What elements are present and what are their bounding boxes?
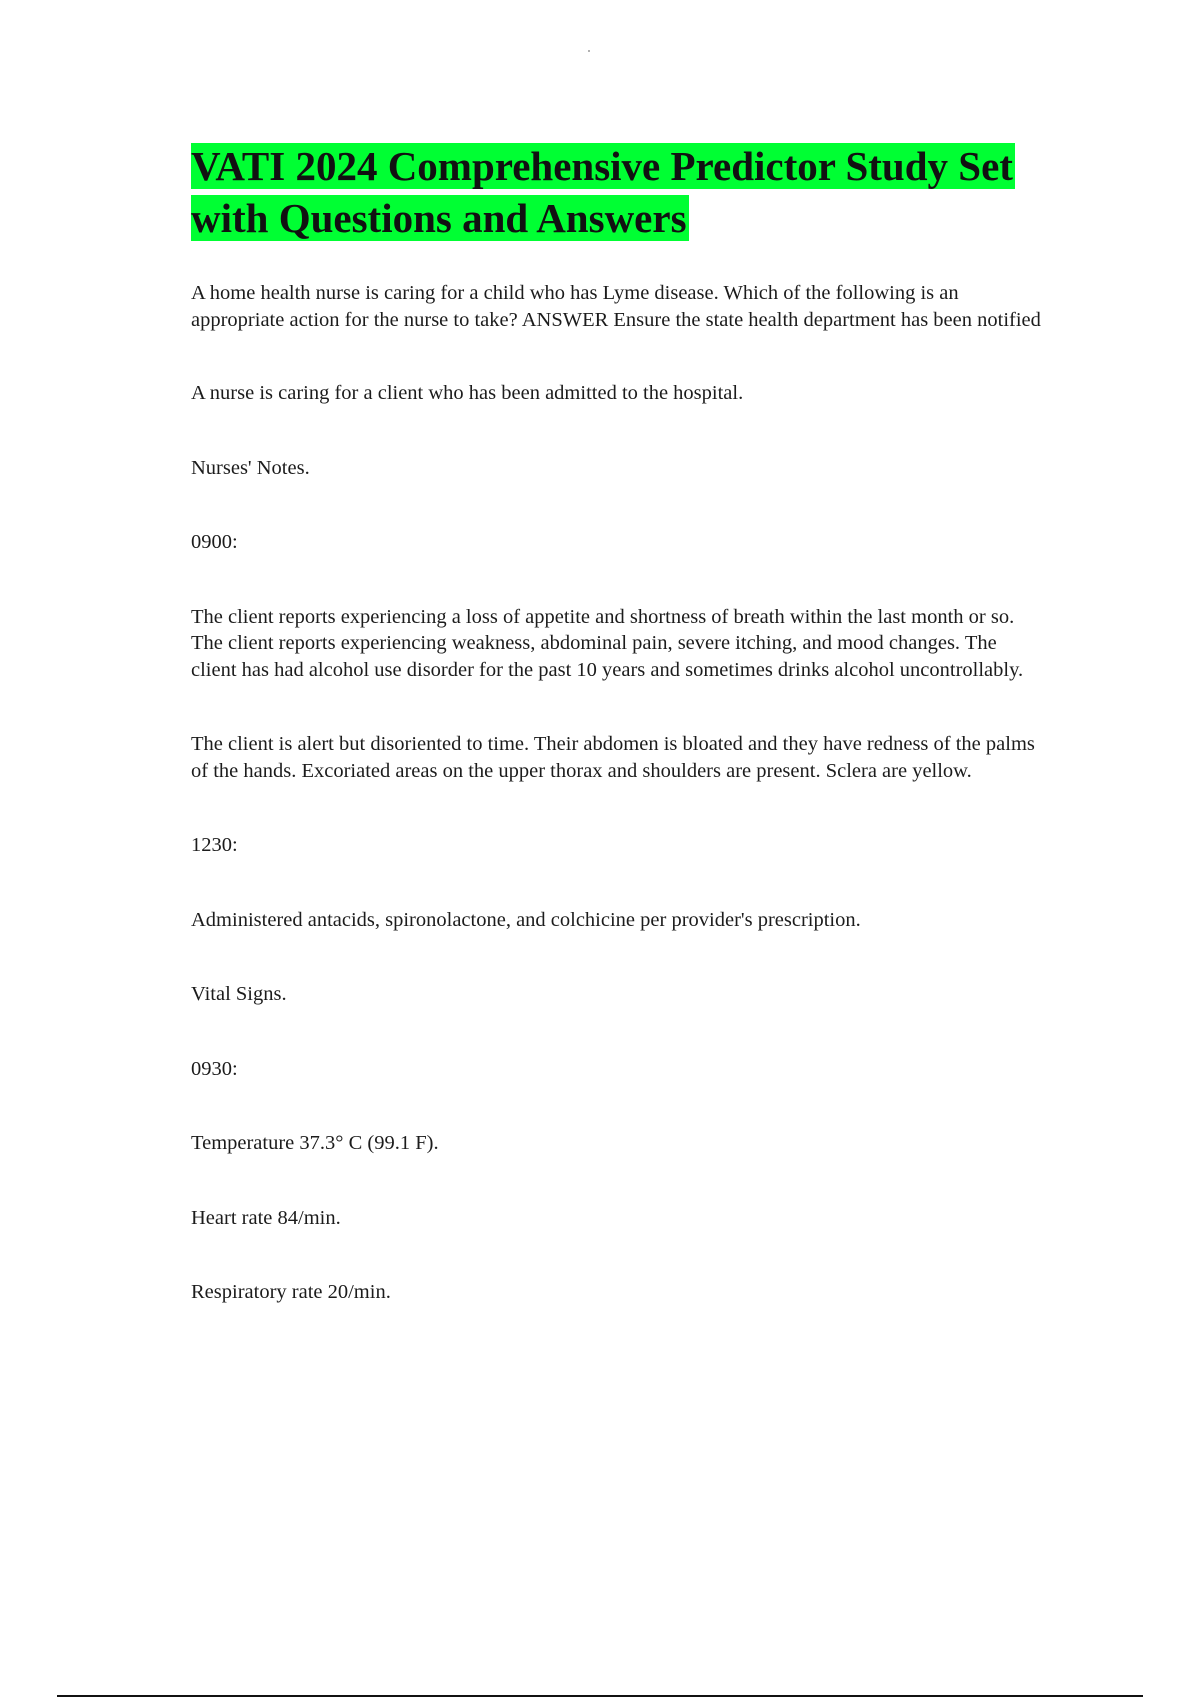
paragraph-question: A home health nurse is caring for a child who has Lyme disease. Which of the following is an appropriate action for the nurse to take? ANSWER Ensure the state health department has been notified [191, 282, 1041, 331]
title-highlight: VATI 2024 Comprehensive Predictor Study Set with Questions and Answers [191, 143, 1013, 241]
paragraph-medications: Administered antacids, spironolactone, and colchicine per provider's prescription. [191, 908, 861, 931]
paragraph-vital-signs-heading: Vital Signs. [191, 983, 287, 1005]
document-body [191, 140, 1046, 1306]
page-bottom-rule [57, 1695, 1143, 1697]
paragraph-time-0930: 0930: [191, 1057, 238, 1080]
paragraph-time-0900: 0900: [191, 531, 238, 553]
paragraph-nurses-notes-heading: Nurses' Notes. [191, 456, 310, 479]
paragraph-client-assessment: The client is alert but disoriented to time. Their abdomen is bloated and they have redness of the palms of the hands. Excoriated areas on the upper thorax and shoulders are present. Sclera are yellow. [191, 733, 1035, 782]
paragraph-heart-rate: Heart rate 84/min. [191, 1206, 341, 1229]
paragraph-time-1230: 1230: [191, 834, 238, 856]
paragraph-client-report: The client reports experiencing a loss of appetite and shortness of breath within the last month or so. The client reports experiencing weakness, abdominal pain, severe itching, and mood changes. The client has had alcohol use disorder for the past 10 years and sometimes drinks alcohol uncontrollably. [191, 605, 1024, 681]
paragraph-respiratory-rate: Respiratory rate 20/min. [191, 1281, 391, 1303]
page-mark [588, 50, 590, 52]
document-title [191, 140, 1046, 244]
paragraph-scenario-intro: A nurse is caring for a client who has been admitted to the hospital. [191, 382, 744, 404]
paragraph-temperature: Temperature 37.3° C (99.1 F). [191, 1132, 439, 1154]
